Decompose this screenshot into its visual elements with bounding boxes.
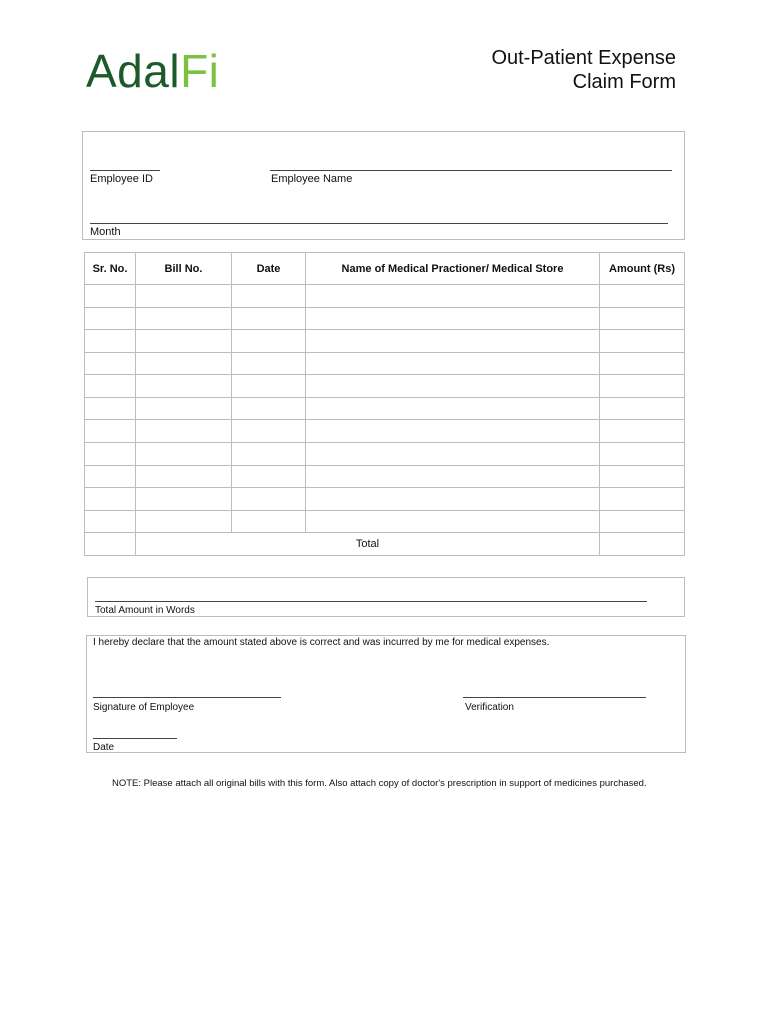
date-label: Date xyxy=(93,742,115,753)
table-cell[interactable] xyxy=(85,443,136,466)
signature-line[interactable] xyxy=(93,697,281,698)
form-title-line1: Out-Patient Expense xyxy=(491,47,676,69)
form-title-line2: Claim Form xyxy=(572,71,676,93)
logo-text-main: Adal xyxy=(86,45,181,97)
amount-in-words-label: Total Amount in Words xyxy=(95,605,195,616)
table-cell[interactable] xyxy=(136,285,232,308)
table-row xyxy=(85,397,685,420)
table-row xyxy=(85,330,685,353)
table-row xyxy=(85,307,685,330)
column-header-sr-no: Sr. No. xyxy=(85,253,136,285)
table-cell[interactable] xyxy=(306,420,600,443)
company-logo xyxy=(86,44,220,97)
table-cell[interactable] xyxy=(600,330,685,353)
table-cell[interactable] xyxy=(85,375,136,398)
table-cell[interactable] xyxy=(306,375,600,398)
table-cell[interactable] xyxy=(232,420,306,443)
table-cell[interactable] xyxy=(600,352,685,375)
employee-name-line[interactable] xyxy=(270,170,672,171)
attachment-note: NOTE: Please attach all original bills with this form. Also attach copy of doctor's prescription in support of medicines purchased. xyxy=(112,778,647,789)
table-row xyxy=(85,510,685,533)
table-cell[interactable] xyxy=(306,397,600,420)
table-row xyxy=(85,352,685,375)
table-cell[interactable] xyxy=(136,420,232,443)
table-cell xyxy=(85,533,136,556)
table-cell[interactable] xyxy=(85,465,136,488)
amount-in-words-box xyxy=(87,577,685,617)
table-cell[interactable] xyxy=(306,443,600,466)
table-cell[interactable] xyxy=(136,330,232,353)
table-cell[interactable] xyxy=(85,488,136,511)
employee-name-label: Employee Name xyxy=(271,173,353,185)
table-cell[interactable] xyxy=(600,510,685,533)
table-cell[interactable] xyxy=(85,330,136,353)
table-cell[interactable] xyxy=(85,397,136,420)
table-cell[interactable] xyxy=(85,285,136,308)
table-header-row xyxy=(85,253,685,285)
table-row xyxy=(85,488,685,511)
table-cell[interactable] xyxy=(232,352,306,375)
table-cell[interactable] xyxy=(306,510,600,533)
amount-in-words-line[interactable] xyxy=(95,601,647,602)
column-header-amount: Amount (Rs) xyxy=(600,253,685,285)
employee-id-label: Employee ID xyxy=(90,173,153,185)
employee-info-box xyxy=(82,131,685,240)
table-cell[interactable] xyxy=(136,397,232,420)
table-cell[interactable] xyxy=(306,330,600,353)
table-cell[interactable] xyxy=(306,352,600,375)
table-cell[interactable] xyxy=(306,465,600,488)
table-cell[interactable] xyxy=(85,352,136,375)
table-cell[interactable] xyxy=(600,443,685,466)
form-title xyxy=(491,46,676,94)
month-label: Month xyxy=(90,226,121,238)
table-cell[interactable] xyxy=(600,488,685,511)
table-cell[interactable] xyxy=(136,307,232,330)
table-cell[interactable] xyxy=(232,488,306,511)
table-cell[interactable] xyxy=(136,352,232,375)
expense-table xyxy=(84,252,685,556)
date-line[interactable] xyxy=(93,738,177,739)
table-cell[interactable] xyxy=(232,375,306,398)
total-amount-cell[interactable] xyxy=(600,533,685,556)
table-cell[interactable] xyxy=(232,285,306,308)
table-cell[interactable] xyxy=(85,420,136,443)
table-row xyxy=(85,375,685,398)
month-line[interactable] xyxy=(90,223,668,224)
table-cell[interactable] xyxy=(136,510,232,533)
table-cell[interactable] xyxy=(600,285,685,308)
table-cell[interactable] xyxy=(600,420,685,443)
table-cell[interactable] xyxy=(85,510,136,533)
table-cell[interactable] xyxy=(306,488,600,511)
total-row xyxy=(85,533,685,556)
table-cell[interactable] xyxy=(306,307,600,330)
verification-line[interactable] xyxy=(463,697,646,698)
logo-text-accent: Fi xyxy=(180,45,220,97)
declaration-box xyxy=(86,635,686,753)
table-cell[interactable] xyxy=(136,488,232,511)
table-cell[interactable] xyxy=(232,443,306,466)
total-label: Total xyxy=(136,533,600,556)
column-header-date: Date xyxy=(232,253,306,285)
table-cell[interactable] xyxy=(136,375,232,398)
table-cell[interactable] xyxy=(232,307,306,330)
table-cell[interactable] xyxy=(600,307,685,330)
table-cell[interactable] xyxy=(232,330,306,353)
signature-label: Signature of Employee xyxy=(93,702,195,713)
table-row xyxy=(85,465,685,488)
column-header-practitioner: Name of Medical Practioner/ Medical Store xyxy=(306,253,600,285)
table-row xyxy=(85,420,685,443)
table-cell[interactable] xyxy=(232,397,306,420)
table-cell[interactable] xyxy=(136,465,232,488)
table-cell[interactable] xyxy=(600,397,685,420)
table-row xyxy=(85,443,685,466)
table-cell[interactable] xyxy=(306,285,600,308)
employee-id-line[interactable] xyxy=(90,170,160,171)
table-cell[interactable] xyxy=(136,443,232,466)
table-cell[interactable] xyxy=(600,465,685,488)
table-cell[interactable] xyxy=(232,465,306,488)
table-cell[interactable] xyxy=(600,375,685,398)
verification-label: Verification xyxy=(465,702,514,713)
declaration-text: I hereby declare that the amount stated above is correct and was incurred by me for medical expenses. xyxy=(93,637,550,648)
column-header-bill-no: Bill No. xyxy=(136,253,232,285)
table-cell[interactable] xyxy=(85,307,136,330)
table-row xyxy=(85,285,685,308)
table-cell[interactable] xyxy=(232,510,306,533)
